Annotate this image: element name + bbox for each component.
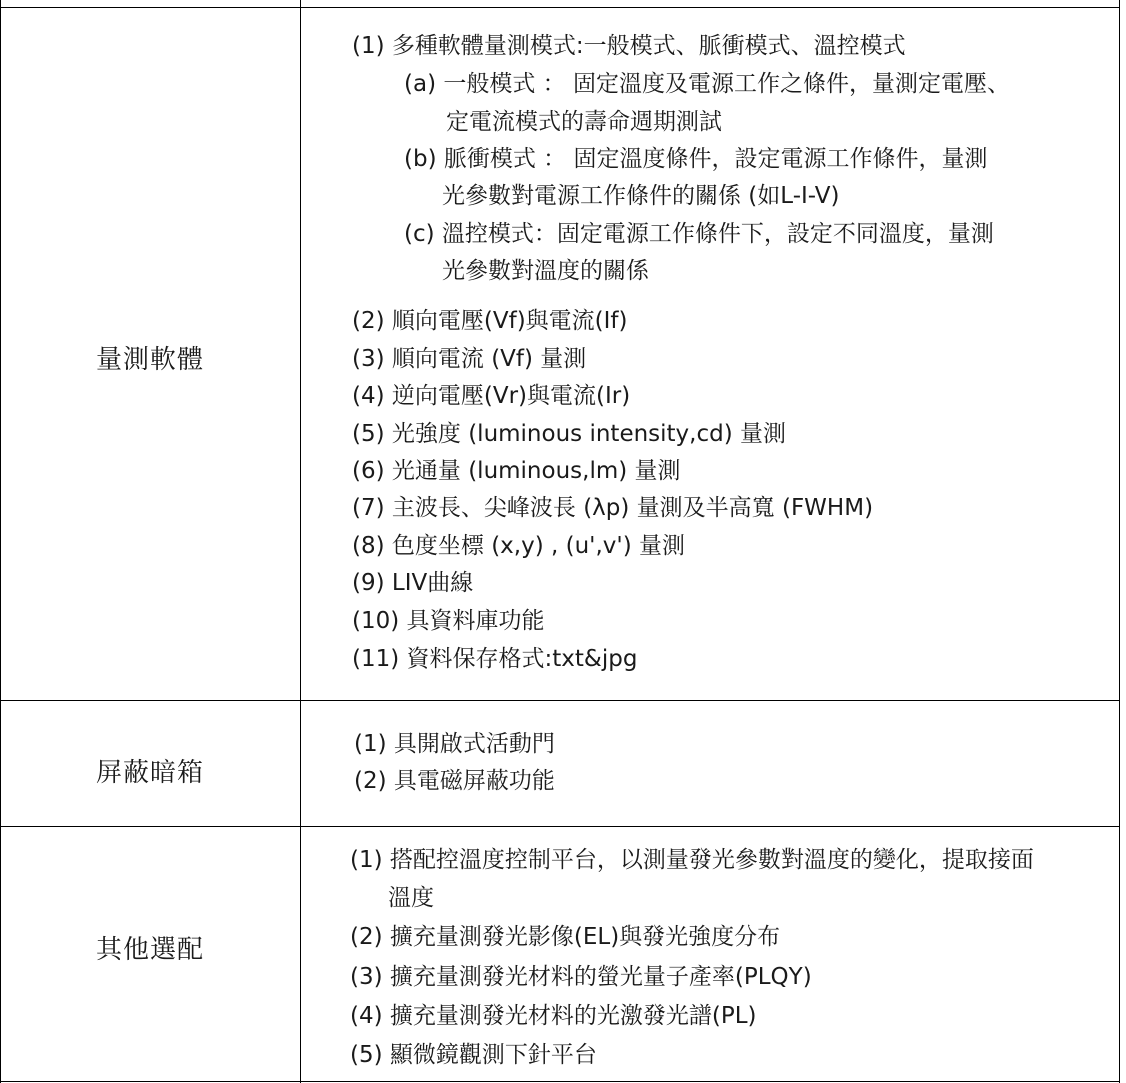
list-item: (7) 主波長、尖峰波長 (λp) 量測及半高寬 (FWHM) (352, 495, 874, 521)
list-item: (2) 順向電壓(Vf)與電流(If) (352, 308, 628, 334)
list-item: (5) 顯微鏡觀測下針平台 (350, 1042, 597, 1068)
row-divider-2 (0, 826, 1120, 827)
table-left-border (0, 0, 1, 1083)
table-right-border (1119, 0, 1120, 1083)
list-item: (3) 順向電流 (Vf) 量測 (352, 346, 587, 372)
list-item: 定電流模式的壽命週期測試 (446, 109, 722, 135)
list-item: (2) 具電磁屏蔽功能 (354, 768, 555, 794)
row-label-measurement-software: 量測軟體 (95, 345, 204, 375)
list-item: (4) 擴充量測發光材料的光激發光譜(PL) (350, 1003, 757, 1029)
table-bottom-border (0, 1081, 1120, 1082)
list-item: (4) 逆向電壓(Vr)與電流(Ir) (352, 383, 631, 409)
list-item: (5) 光強度 (luminous intensity,cd) 量測 (352, 421, 787, 447)
list-item: (2) 擴充量測發光影像(EL)與發光強度分布 (350, 924, 781, 950)
column-divider (300, 0, 301, 1083)
row-divider-1 (0, 700, 1120, 701)
list-item: (1) 多種軟體量測模式:一般模式、脈衝模式、溫控模式 (352, 33, 906, 59)
list-item: (1) 搭配控溫度控制平台，以測量發光參數對溫度的變化，提取接面 (350, 847, 1034, 873)
row-label-other-options: 其他選配 (95, 935, 204, 965)
list-item: (8) 色度坐標 (x,y) , (u',v') 量測 (352, 533, 686, 559)
row-label-shielded-dark-box: 屏蔽暗箱 (95, 758, 204, 788)
row-divider-top (0, 7, 1120, 8)
list-item: (3) 擴充量測發光材料的螢光量子產率(PLQY) (350, 964, 812, 990)
list-item: (b) 脈衝模式 ： 固定溫度條件，設定電源工作條件，量測 (404, 146, 988, 172)
list-item: (a) 一般模式 ： 固定溫度及電源工作之條件，量測定電壓、 (404, 71, 1010, 97)
list-item: (11) 資料保存格式:txt&jpg (352, 646, 638, 672)
list-item: 光參數對溫度的關係 (442, 258, 649, 284)
list-item: (6) 光通量 (luminous,lm) 量測 (352, 458, 681, 484)
list-item: 光參數對電源工作條件的關係 (如L-I-V) (442, 183, 840, 209)
list-item: 溫度 (388, 885, 434, 911)
list-item: (10) 具資料庫功能 (352, 608, 545, 634)
list-item: (1) 具開啟式活動門 (354, 731, 555, 757)
list-item: (c) 溫控模式：固定電源工作條件下，設定不同溫度，量測 (404, 221, 994, 247)
list-item: (9) LIV曲線 (352, 570, 474, 596)
